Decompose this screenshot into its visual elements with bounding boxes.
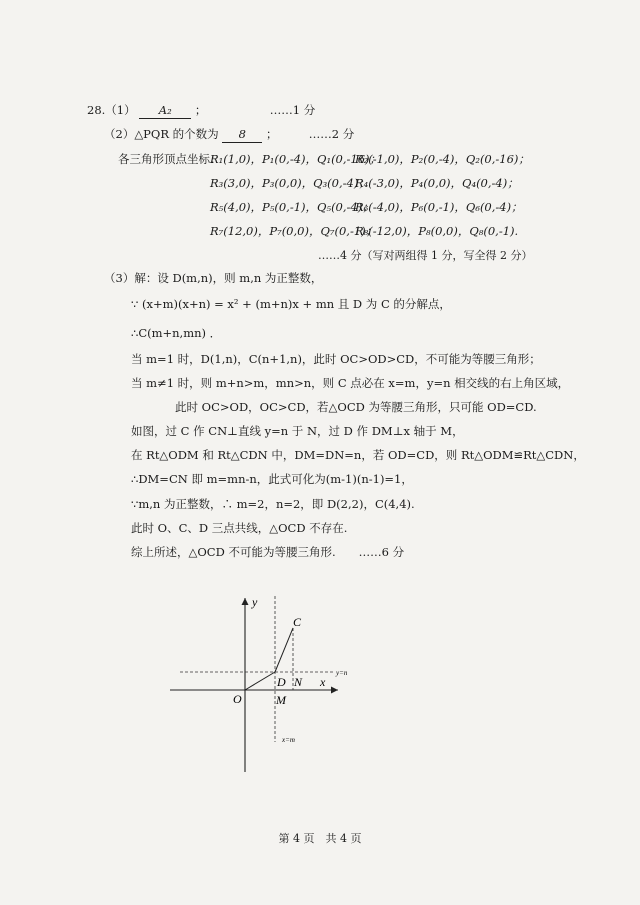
label-c: C	[293, 615, 302, 629]
label-y: y	[252, 595, 258, 609]
segment-dc	[275, 628, 293, 672]
part1-score: ……1 分	[269, 103, 316, 117]
y-axis-arrow	[242, 598, 249, 605]
vertex-row-1-left: R₁(1,0)，P₁(0,-4)，Q₁(0,-16)；	[210, 152, 382, 166]
part2-score: ……2 分	[308, 127, 355, 141]
page-footer: 第 4 页 共 4 页	[278, 832, 362, 845]
part3-line-12: 综上所述，△OCD 不可能为等腰三角形. ……6 分	[131, 545, 405, 559]
segment-od	[245, 672, 275, 690]
part2-answer: 8	[222, 127, 262, 143]
part3-line-6: 此时 OC>OD，OC>CD，若△OCD 为等腰三角形，只可能 OD=CD.	[175, 400, 537, 414]
part3-line-1: （3）解：设 D(m,n)，则 m,n 为正整数，	[104, 271, 323, 285]
part3-line-7: 如图，过 C 作 CN⊥直线 y=n 于 N，过 D 作 DM⊥x 轴于 M，	[131, 424, 464, 438]
label-n: N	[294, 675, 303, 689]
part1-answer: A₂	[139, 103, 191, 119]
vertex-row-3-left: R₅(4,0)，P₅(0,-1)，Q₅(0,-4)；	[210, 200, 374, 214]
part3-line-8: 在 Rt△ODM 和 Rt△CDN 中，DM=DN=n，若 OD=CD，则 Rt△ODM≌Rt△CDN，	[131, 448, 585, 462]
x-axis-arrow	[331, 687, 338, 694]
part3-line-10: ∵m,n 为正整数，∴ m=2，n=2，即 D(2,2)，C(4,4).	[131, 497, 415, 511]
vertex-row-2-right: R₄(-3,0)，P₄(0,0)，Q₄(0,-4)；	[355, 176, 519, 190]
label-d: D	[277, 675, 286, 689]
vertex-row-4-right: R₈(-12,0)，P₈(0,0)，Q₈(0,-1).	[355, 224, 519, 238]
part2-semicolon: ；	[265, 127, 278, 141]
label-x-equals-m: x=m	[282, 736, 295, 744]
part1-label: 28.（1）	[87, 103, 136, 117]
part3-line-3: ∴C(m+n,mn) ．	[131, 326, 222, 340]
vertices-intro: 各三角形顶点坐标：	[118, 152, 222, 166]
part3-line-2: ∵ (x+m)(x+n) = x² + (m+n)x + mn 且 D 为 C 的分解点，	[131, 297, 451, 311]
part3-line-4: 当 m=1 时，D(1,n)，C(n+1,n)，此时 OC>OD>CD，不可能为等腰三角形；	[131, 352, 541, 366]
part1-semicolon: ；	[194, 103, 207, 117]
vertices-score: ……4 分（写对两组得 1 分，写全得 2 分）	[318, 249, 533, 262]
label-m: M	[276, 693, 286, 707]
vertex-row-4-left: R₇(12,0)，P₇(0,0)，Q₇(0,-1)；	[210, 224, 378, 238]
part3-line-11: 此时 O、C、D 三点共线，△OCD 不存在.	[131, 521, 348, 535]
label-x: x	[320, 675, 326, 689]
part3-line-9: ∴DM=CN 即 m=mn-n，此式可化为(m-1)(n-1)=1，	[131, 472, 413, 486]
vertex-row-3-right: R₆(-4,0)，P₆(0,-1)，Q₆(0,-4)；	[355, 200, 523, 214]
part3-line-5: 当 m≠1 时，则 m+n>m，mn>n，则 C 点必在 x=m，y=n 相交线的右上角区域，	[131, 376, 570, 390]
vertex-row-1-right: R₂(-1,0)，P₂(0,-4)，Q₂(0,-16)；	[355, 152, 530, 166]
vertex-row-2-left: R₃(3,0)，P₃(0,0)，Q₃(0,-4)；	[210, 176, 370, 190]
label-y-equals-n: y=n	[336, 669, 348, 677]
part2-label: （2）△PQR 的个数为	[104, 127, 219, 141]
label-o: O	[233, 692, 242, 706]
